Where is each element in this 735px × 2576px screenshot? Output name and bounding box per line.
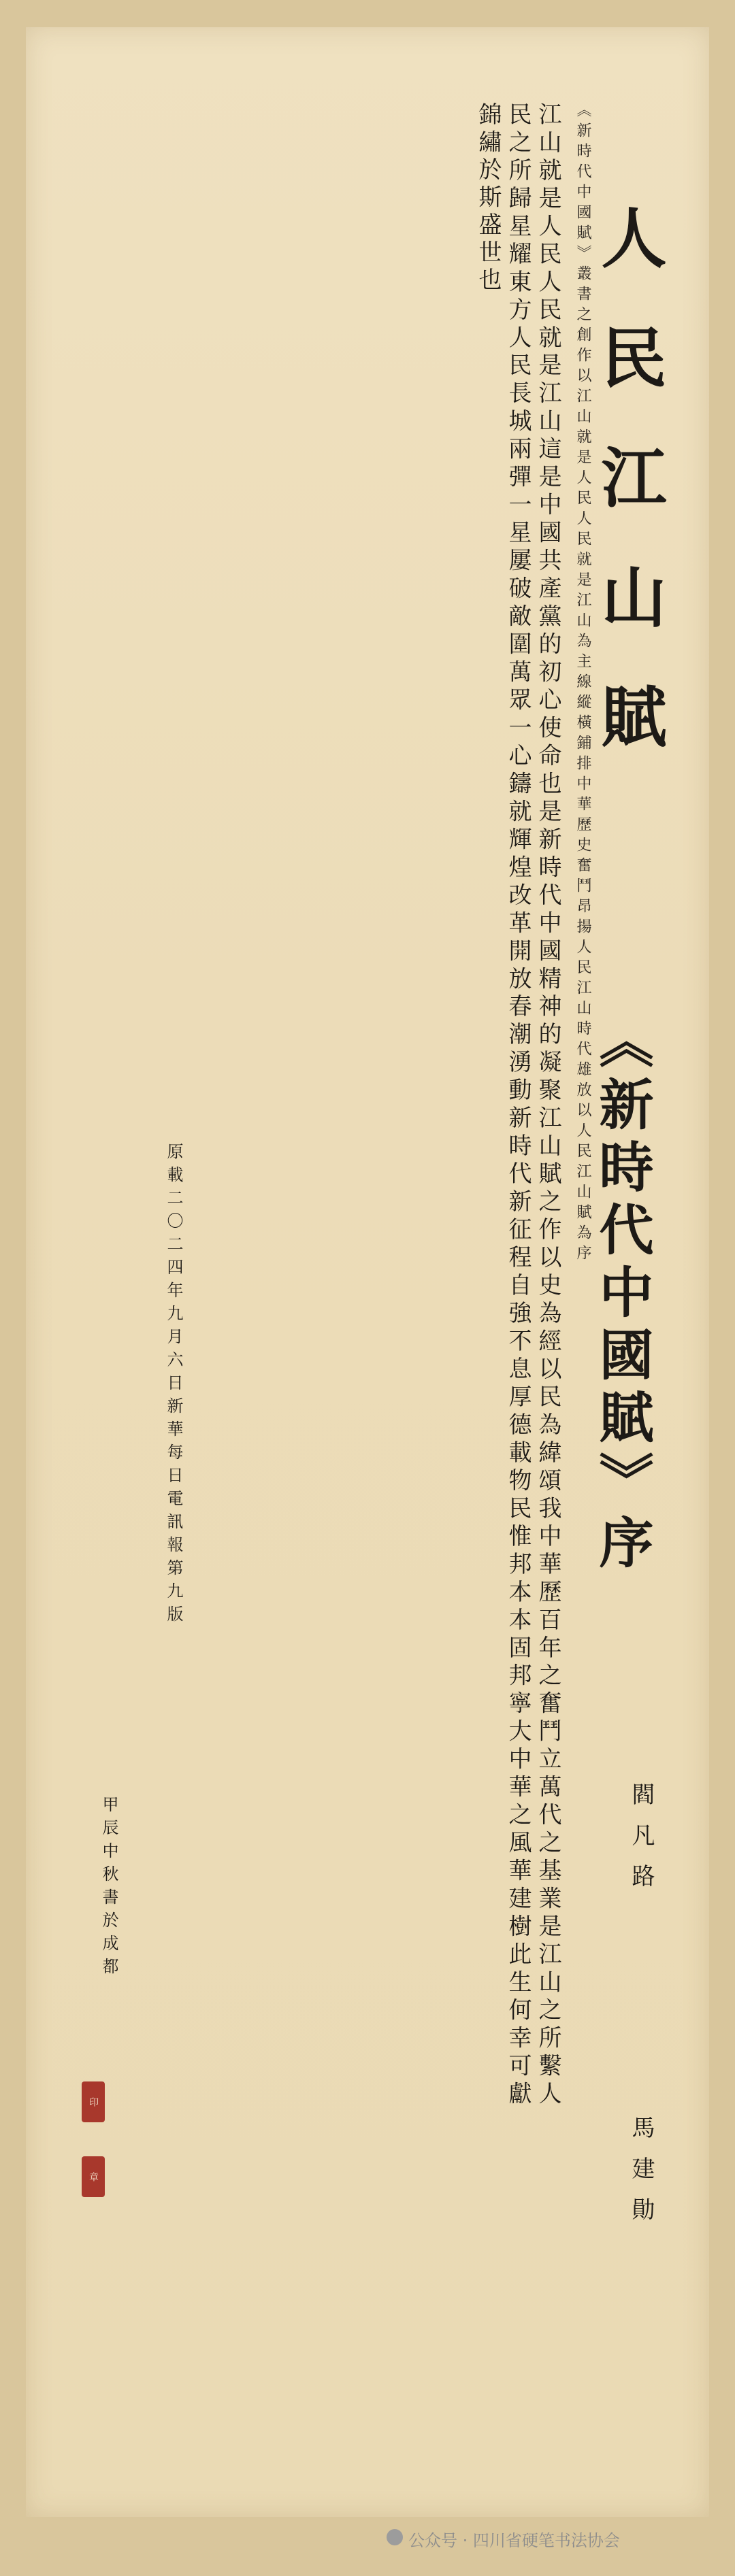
author-1: 閻凡路 xyxy=(627,1782,655,1905)
colophon-signature: 甲辰中秋書於成都 xyxy=(99,1796,118,1981)
calligraphy-scroll xyxy=(26,27,709,2517)
author-2: 馬建勛 xyxy=(627,2115,655,2238)
watermark: 公众号 · 四川省硬笔书法协会 xyxy=(408,2531,620,2550)
colophon-date: 原載二〇二四年九月六日新華每日電訊報第九版 xyxy=(164,1143,183,1628)
seal-1: 印 xyxy=(82,2081,105,2122)
main-text: 江山就是人民人民就是江山這是中國共產黨的初心使命也是新時代中國精神的凝聚江山賦之作以史為經以民為緯頌我中華歷百年之奮鬥立萬代之基業是江山之所繫人民之所歸星耀東方人民長城兩彈一星屢破敵圍萬眾一心鑄就輝煌改革開放春潮湧動新時代新征程自強不息厚德載物民惟邦本本固邦寧大中華之風華建樹此生何幸可獻錦繡於斯盛世也 xyxy=(474,102,561,2109)
wechat-icon xyxy=(387,2529,403,2545)
scroll-title: 人民江山賦 xyxy=(591,204,668,803)
preface-note: 《新時代中國賦》叢書之創作以江山就是人民人民就是江山為主線縱橫鋪排中華歷史奮鬥昂揚人民江山時代雄放以人民江山賦為序 xyxy=(574,102,591,1265)
scroll-subtitle: 《新時代中國賦》序 xyxy=(590,1014,654,1577)
seal-2: 章 xyxy=(82,2156,105,2197)
